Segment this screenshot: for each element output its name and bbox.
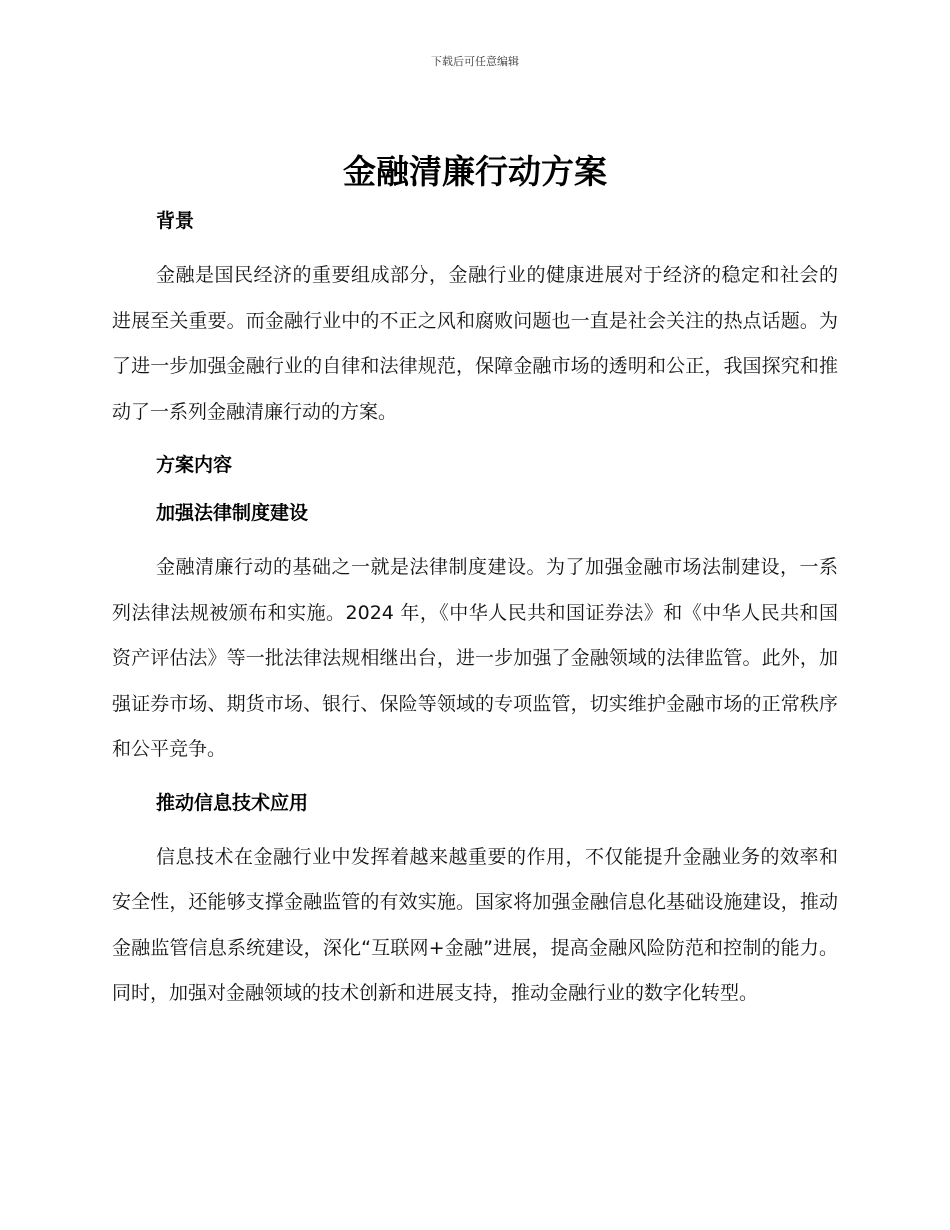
spacer	[112, 239, 838, 253]
section-heading-law: 加强法律制度建设	[156, 502, 309, 524]
spacer	[112, 773, 838, 785]
section-heading-tech: 推动信息技术应用	[156, 791, 309, 814]
section-heading-content: 方案内容	[156, 454, 233, 476]
spacer	[112, 821, 838, 835]
section-heading-background: 背景	[156, 210, 195, 232]
paragraph-law: 金融清廉行动的基础之一就是法律制度建设。为了加强金融市场法制建设，一系列法律法规被颁布和实施。2024 年，《中华人民共和国证券法》和《中华人民共和国资产评估法》等一批法律法规相继出台，进一步加强了金融领域的法律监管。此外，加强证券市场、期货市场、银行、保险等领域的专项监管，切实维护金融市场的正常秩序和公平竞争。	[112, 556, 838, 760]
header-note: 下载后可任意编辑	[431, 55, 519, 68]
paragraph-tech: 信息技术在金融行业中发挥着越来越重要的作用，不仅能提升金融业务的效率和安全性，还能够支撑金融监管的有效实施。国家将加强金融信息化基础设施建设，推动金融监管信息系统建设，深化“互联网+金融”进展，提高金融风险防范和控制的能力。同时，加强对金融领域的技术创新和进展支持，推动金融行业的数字化转型。	[112, 845, 838, 1004]
paragraph-background: 金融是国民经济的重要组成部分，金融行业的健康进展对于经济的稳定和社会的进展至关重要。而金融行业中的不正之风和腐败问题也一直是社会关注的热点话题。为了进一步加强金融行业的自律和法律规范，保障金融市场的透明和公正，我国探究和推动了一系列金融清廉行动的方案。	[112, 264, 838, 423]
spacer	[112, 435, 838, 447]
document-body	[112, 203, 838, 1017]
document-title: 金融清廉行动方案	[343, 152, 607, 191]
spacer	[112, 531, 838, 545]
spacer	[112, 483, 838, 495]
